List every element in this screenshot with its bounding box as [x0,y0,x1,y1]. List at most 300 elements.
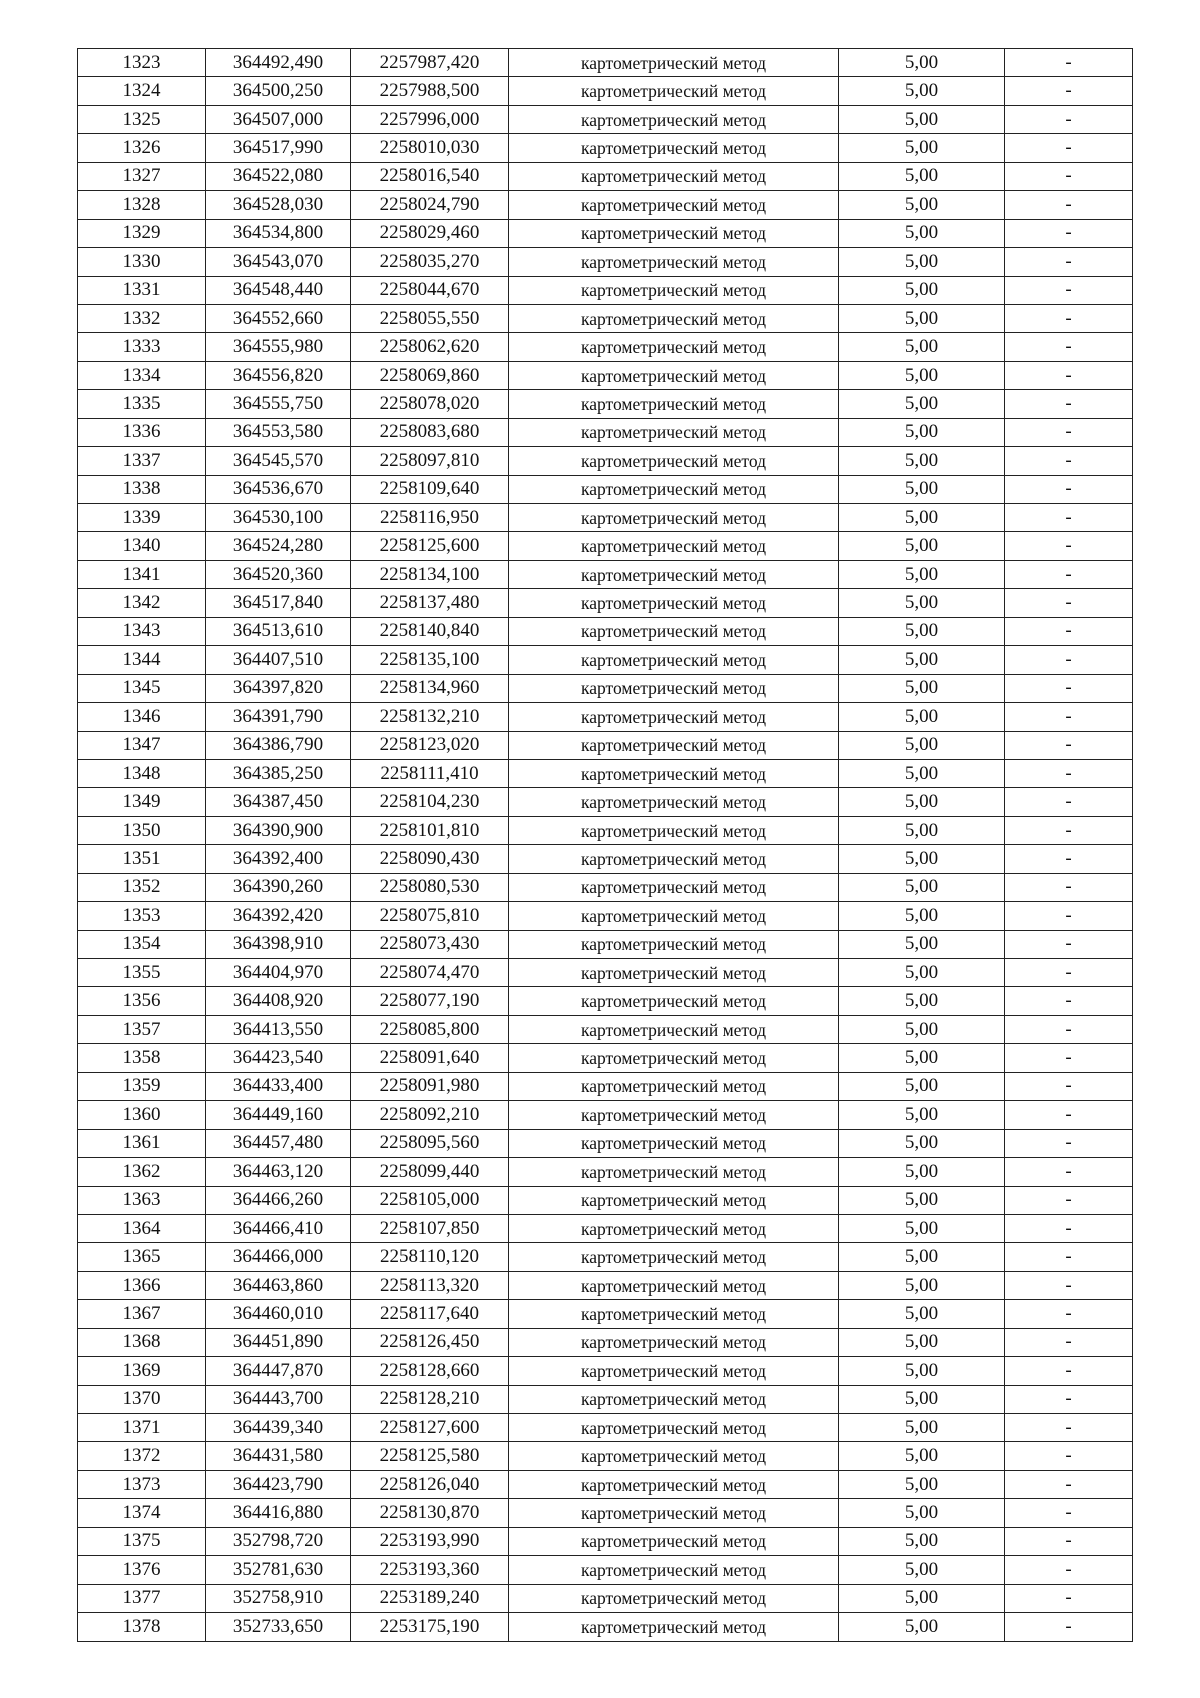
x-coordinate-cell: 364391,790 [206,703,351,731]
point-number-cell: 1354 [78,930,206,958]
table-row [78,447,1133,475]
y-coordinate-cell: 2258044,670 [351,276,509,304]
y-coordinate-cell: 2258126,040 [351,1470,509,1498]
x-coordinate-cell: 364524,280 [206,532,351,560]
table-row [78,162,1133,190]
method-cell: картометрический метод [509,845,839,873]
table-row [78,1271,1133,1299]
x-coordinate-cell: 364439,340 [206,1414,351,1442]
method-cell: картометрический метод [509,1072,839,1100]
table-row [78,134,1133,162]
x-coordinate-cell: 364390,260 [206,873,351,901]
method-cell: картометрический метод [509,873,839,901]
accuracy-cell: 5,00 [839,504,1005,532]
y-coordinate-cell: 2258107,850 [351,1214,509,1242]
y-coordinate-cell: 2258130,870 [351,1499,509,1527]
description-cell: - [1005,1556,1133,1584]
accuracy-cell: 5,00 [839,105,1005,133]
y-coordinate-cell: 2258075,810 [351,902,509,930]
description-cell: - [1005,1271,1133,1299]
table-row [78,105,1133,133]
description-cell: - [1005,418,1133,446]
x-coordinate-cell: 364385,250 [206,759,351,787]
accuracy-cell: 5,00 [839,304,1005,332]
method-cell: картометрический метод [509,1300,839,1328]
point-number-cell: 1327 [78,162,206,190]
accuracy-cell: 5,00 [839,191,1005,219]
y-coordinate-cell: 2258097,810 [351,447,509,475]
x-coordinate-cell: 364466,260 [206,1186,351,1214]
table-row [78,703,1133,731]
description-cell: - [1005,1613,1133,1641]
description-cell: - [1005,1385,1133,1413]
table-row [78,304,1133,332]
y-coordinate-cell: 2258109,640 [351,475,509,503]
x-coordinate-cell: 364507,000 [206,105,351,133]
y-coordinate-cell: 2258083,680 [351,418,509,446]
method-cell: картометрический метод [509,1556,839,1584]
y-coordinate-cell: 2258077,190 [351,987,509,1015]
point-number-cell: 1336 [78,418,206,446]
method-cell: картометрический метод [509,304,839,332]
point-number-cell: 1358 [78,1044,206,1072]
table-row [78,1101,1133,1129]
accuracy-cell: 5,00 [839,703,1005,731]
point-number-cell: 1341 [78,560,206,588]
x-coordinate-cell: 364530,100 [206,504,351,532]
method-cell: картометрический метод [509,1499,839,1527]
y-coordinate-cell: 2258117,640 [351,1300,509,1328]
method-cell: картометрический метод [509,162,839,190]
y-coordinate-cell: 2258104,230 [351,788,509,816]
y-coordinate-cell: 2258128,210 [351,1385,509,1413]
x-coordinate-cell: 352758,910 [206,1584,351,1612]
description-cell: - [1005,1527,1133,1555]
y-coordinate-cell: 2257987,420 [351,49,509,77]
y-coordinate-cell: 2258010,030 [351,134,509,162]
point-number-cell: 1355 [78,959,206,987]
description-cell: - [1005,1442,1133,1470]
description-cell: - [1005,447,1133,475]
point-number-cell: 1335 [78,390,206,418]
point-number-cell: 1376 [78,1556,206,1584]
point-number-cell: 1342 [78,589,206,617]
y-coordinate-cell: 2258113,320 [351,1271,509,1299]
point-number-cell: 1371 [78,1414,206,1442]
point-number-cell: 1370 [78,1385,206,1413]
x-coordinate-cell: 364517,840 [206,589,351,617]
point-number-cell: 1325 [78,105,206,133]
y-coordinate-cell: 2258123,020 [351,731,509,759]
y-coordinate-cell: 2258116,950 [351,504,509,532]
description-cell: - [1005,304,1133,332]
accuracy-cell: 5,00 [839,1271,1005,1299]
description-cell: - [1005,845,1133,873]
y-coordinate-cell: 2258062,620 [351,333,509,361]
description-cell: - [1005,1015,1133,1043]
method-cell: картометрический метод [509,1243,839,1271]
point-number-cell: 1324 [78,77,206,105]
x-coordinate-cell: 364492,490 [206,49,351,77]
y-coordinate-cell: 2258135,100 [351,646,509,674]
point-number-cell: 1340 [78,532,206,560]
x-coordinate-cell: 364555,750 [206,390,351,418]
accuracy-cell: 5,00 [839,134,1005,162]
method-cell: картометрический метод [509,475,839,503]
table-row [78,788,1133,816]
table-row [78,1214,1133,1242]
method-cell: картометрический метод [509,134,839,162]
description-cell: - [1005,248,1133,276]
x-coordinate-cell: 364398,910 [206,930,351,958]
method-cell: картометрический метод [509,1101,839,1129]
x-coordinate-cell: 364390,900 [206,816,351,844]
description-cell: - [1005,1186,1133,1214]
table-row [78,759,1133,787]
y-coordinate-cell: 2258134,100 [351,560,509,588]
x-coordinate-cell: 364536,670 [206,475,351,503]
method-cell: картометрический метод [509,276,839,304]
y-coordinate-cell: 2253189,240 [351,1584,509,1612]
accuracy-cell: 5,00 [839,589,1005,617]
point-number-cell: 1337 [78,447,206,475]
accuracy-cell: 5,00 [839,1385,1005,1413]
table-row [78,1357,1133,1385]
point-number-cell: 1359 [78,1072,206,1100]
table-row [78,1072,1133,1100]
method-cell: картометрический метод [509,646,839,674]
accuracy-cell: 5,00 [839,1613,1005,1641]
point-number-cell: 1350 [78,816,206,844]
x-coordinate-cell: 364423,790 [206,1470,351,1498]
point-number-cell: 1329 [78,219,206,247]
table-row [78,987,1133,1015]
accuracy-cell: 5,00 [839,1556,1005,1584]
table-row [78,1129,1133,1157]
description-cell: - [1005,930,1133,958]
x-coordinate-cell: 364545,570 [206,447,351,475]
table-row [78,731,1133,759]
y-coordinate-cell: 2258111,410 [351,759,509,787]
x-coordinate-cell: 364449,160 [206,1101,351,1129]
method-cell: картометрический метод [509,930,839,958]
x-coordinate-cell: 364500,250 [206,77,351,105]
point-number-cell: 1338 [78,475,206,503]
x-coordinate-cell: 364548,440 [206,276,351,304]
x-coordinate-cell: 352781,630 [206,1556,351,1584]
method-cell: картометрический метод [509,105,839,133]
point-number-cell: 1377 [78,1584,206,1612]
table-row [78,1527,1133,1555]
description-cell: - [1005,504,1133,532]
table-row [78,845,1133,873]
method-cell: картометрический метод [509,788,839,816]
table-row [78,248,1133,276]
accuracy-cell: 5,00 [839,560,1005,588]
accuracy-cell: 5,00 [839,1442,1005,1470]
point-number-cell: 1357 [78,1015,206,1043]
description-cell: - [1005,276,1133,304]
method-cell: картометрический метод [509,361,839,389]
description-cell: - [1005,731,1133,759]
x-coordinate-cell: 364392,400 [206,845,351,873]
point-number-cell: 1351 [78,845,206,873]
method-cell: картометрический метод [509,560,839,588]
point-number-cell: 1343 [78,617,206,645]
y-coordinate-cell: 2258125,600 [351,532,509,560]
point-number-cell: 1369 [78,1357,206,1385]
y-coordinate-cell: 2258092,210 [351,1101,509,1129]
table-row [78,77,1133,105]
x-coordinate-cell: 364408,920 [206,987,351,1015]
description-cell: - [1005,390,1133,418]
x-coordinate-cell: 364522,080 [206,162,351,190]
x-coordinate-cell: 352798,720 [206,1527,351,1555]
accuracy-cell: 5,00 [839,447,1005,475]
method-cell: картометрический метод [509,1584,839,1612]
point-number-cell: 1360 [78,1101,206,1129]
x-coordinate-cell: 364513,610 [206,617,351,645]
accuracy-cell: 5,00 [839,1072,1005,1100]
point-number-cell: 1353 [78,902,206,930]
method-cell: картометрический метод [509,1271,839,1299]
table-row [78,1470,1133,1498]
method-cell: картометрический метод [509,77,839,105]
table-row [78,560,1133,588]
method-cell: картометрический метод [509,418,839,446]
accuracy-cell: 5,00 [839,1044,1005,1072]
method-cell: картометрический метод [509,1527,839,1555]
description-cell: - [1005,959,1133,987]
x-coordinate-cell: 364463,120 [206,1158,351,1186]
description-cell: - [1005,1044,1133,1072]
point-number-cell: 1365 [78,1243,206,1271]
point-number-cell: 1375 [78,1527,206,1555]
method-cell: картометрический метод [509,1044,839,1072]
accuracy-cell: 5,00 [839,1186,1005,1214]
point-number-cell: 1349 [78,788,206,816]
point-number-cell: 1326 [78,134,206,162]
description-cell: - [1005,589,1133,617]
description-cell: - [1005,1158,1133,1186]
y-coordinate-cell: 2258095,560 [351,1129,509,1157]
point-number-cell: 1323 [78,49,206,77]
x-coordinate-cell: 364457,480 [206,1129,351,1157]
accuracy-cell: 5,00 [839,1414,1005,1442]
table-row [78,1414,1133,1442]
y-coordinate-cell: 2258105,000 [351,1186,509,1214]
description-cell: - [1005,361,1133,389]
description-cell: - [1005,77,1133,105]
accuracy-cell: 5,00 [839,646,1005,674]
table-row [78,1015,1133,1043]
x-coordinate-cell: 364416,880 [206,1499,351,1527]
accuracy-cell: 5,00 [839,418,1005,446]
x-coordinate-cell: 364543,070 [206,248,351,276]
table-row [78,1158,1133,1186]
accuracy-cell: 5,00 [839,1527,1005,1555]
description-cell: - [1005,1300,1133,1328]
x-coordinate-cell: 364528,030 [206,191,351,219]
y-coordinate-cell: 2257996,000 [351,105,509,133]
x-coordinate-cell: 364413,550 [206,1015,351,1043]
table-row [78,1044,1133,1072]
y-coordinate-cell: 2258080,530 [351,873,509,901]
description-cell: - [1005,1072,1133,1100]
table-row [78,617,1133,645]
accuracy-cell: 5,00 [839,333,1005,361]
description-cell: - [1005,219,1133,247]
description-cell: - [1005,1328,1133,1356]
x-coordinate-cell: 364407,510 [206,646,351,674]
x-coordinate-cell: 364443,700 [206,1385,351,1413]
x-coordinate-cell: 364466,000 [206,1243,351,1271]
point-number-cell: 1374 [78,1499,206,1527]
description-cell: - [1005,333,1133,361]
accuracy-cell: 5,00 [839,731,1005,759]
y-coordinate-cell: 2258128,660 [351,1357,509,1385]
point-number-cell: 1328 [78,191,206,219]
method-cell: картометрический метод [509,333,839,361]
description-cell: - [1005,617,1133,645]
table-row [78,1243,1133,1271]
y-coordinate-cell: 2258055,550 [351,304,509,332]
description-cell: - [1005,1414,1133,1442]
method-cell: картометрический метод [509,219,839,247]
table-row [78,276,1133,304]
point-number-cell: 1333 [78,333,206,361]
y-coordinate-cell: 2258073,430 [351,930,509,958]
method-cell: картометрический метод [509,1385,839,1413]
y-coordinate-cell: 2258024,790 [351,191,509,219]
accuracy-cell: 5,00 [839,1101,1005,1129]
x-coordinate-cell: 364517,990 [206,134,351,162]
accuracy-cell: 5,00 [839,1158,1005,1186]
accuracy-cell: 5,00 [839,1214,1005,1242]
x-coordinate-cell: 364556,820 [206,361,351,389]
method-cell: картометрический метод [509,248,839,276]
accuracy-cell: 5,00 [839,1243,1005,1271]
description-cell: - [1005,1499,1133,1527]
point-number-cell: 1372 [78,1442,206,1470]
description-cell: - [1005,1214,1133,1242]
point-number-cell: 1344 [78,646,206,674]
point-number-cell: 1334 [78,361,206,389]
accuracy-cell: 5,00 [839,361,1005,389]
point-number-cell: 1348 [78,759,206,787]
accuracy-cell: 5,00 [839,77,1005,105]
table-row [78,361,1133,389]
x-coordinate-cell: 364447,870 [206,1357,351,1385]
accuracy-cell: 5,00 [839,1357,1005,1385]
x-coordinate-cell: 364433,400 [206,1072,351,1100]
y-coordinate-cell: 2258140,840 [351,617,509,645]
y-coordinate-cell: 2258134,960 [351,674,509,702]
table-row [78,532,1133,560]
table-row [78,1186,1133,1214]
description-cell: - [1005,646,1133,674]
x-coordinate-cell: 364555,980 [206,333,351,361]
accuracy-cell: 5,00 [839,1129,1005,1157]
y-coordinate-cell: 2258099,440 [351,1158,509,1186]
y-coordinate-cell: 2258110,120 [351,1243,509,1271]
accuracy-cell: 5,00 [839,873,1005,901]
point-number-cell: 1345 [78,674,206,702]
y-coordinate-cell: 2258137,480 [351,589,509,617]
description-cell: - [1005,816,1133,844]
point-number-cell: 1330 [78,248,206,276]
accuracy-cell: 5,00 [839,617,1005,645]
description-cell: - [1005,1101,1133,1129]
method-cell: картометрический метод [509,959,839,987]
y-coordinate-cell: 2258016,540 [351,162,509,190]
accuracy-cell: 5,00 [839,1584,1005,1612]
method-cell: картометрический метод [509,1613,839,1641]
point-number-cell: 1363 [78,1186,206,1214]
description-cell: - [1005,902,1133,930]
y-coordinate-cell: 2258085,800 [351,1015,509,1043]
accuracy-cell: 5,00 [839,930,1005,958]
table-row [78,873,1133,901]
description-cell: - [1005,49,1133,77]
description-cell: - [1005,475,1133,503]
description-cell: - [1005,1470,1133,1498]
y-coordinate-cell: 2258091,640 [351,1044,509,1072]
accuracy-cell: 5,00 [839,475,1005,503]
accuracy-cell: 5,00 [839,987,1005,1015]
method-cell: картометрический метод [509,447,839,475]
method-cell: картометрический метод [509,759,839,787]
y-coordinate-cell: 2258101,810 [351,816,509,844]
y-coordinate-cell: 2258029,460 [351,219,509,247]
table-row [78,333,1133,361]
table-row [78,1328,1133,1356]
method-cell: картометрический метод [509,674,839,702]
description-cell: - [1005,134,1133,162]
table-row [78,1300,1133,1328]
description-cell: - [1005,987,1133,1015]
table-row [78,816,1133,844]
description-cell: - [1005,105,1133,133]
accuracy-cell: 5,00 [839,959,1005,987]
x-coordinate-cell: 364466,410 [206,1214,351,1242]
table-row [78,959,1133,987]
point-number-cell: 1332 [78,304,206,332]
x-coordinate-cell: 364552,660 [206,304,351,332]
method-cell: картометрический метод [509,1158,839,1186]
description-cell: - [1005,1357,1133,1385]
x-coordinate-cell: 364534,800 [206,219,351,247]
y-coordinate-cell: 2258091,980 [351,1072,509,1100]
table-row [78,475,1133,503]
description-cell: - [1005,560,1133,588]
y-coordinate-cell: 2258132,210 [351,703,509,731]
table-row [78,1584,1133,1612]
method-cell: картометрический метод [509,902,839,930]
x-coordinate-cell: 364392,420 [206,902,351,930]
table-row [78,504,1133,532]
accuracy-cell: 5,00 [839,1328,1005,1356]
coordinates-table-body [78,49,1133,1642]
method-cell: картометрический метод [509,1357,839,1385]
method-cell: картометрический метод [509,1328,839,1356]
table-row [78,49,1133,77]
method-cell: картометрический метод [509,589,839,617]
description-cell: - [1005,532,1133,560]
table-row [78,191,1133,219]
point-number-cell: 1356 [78,987,206,1015]
x-coordinate-cell: 364387,450 [206,788,351,816]
